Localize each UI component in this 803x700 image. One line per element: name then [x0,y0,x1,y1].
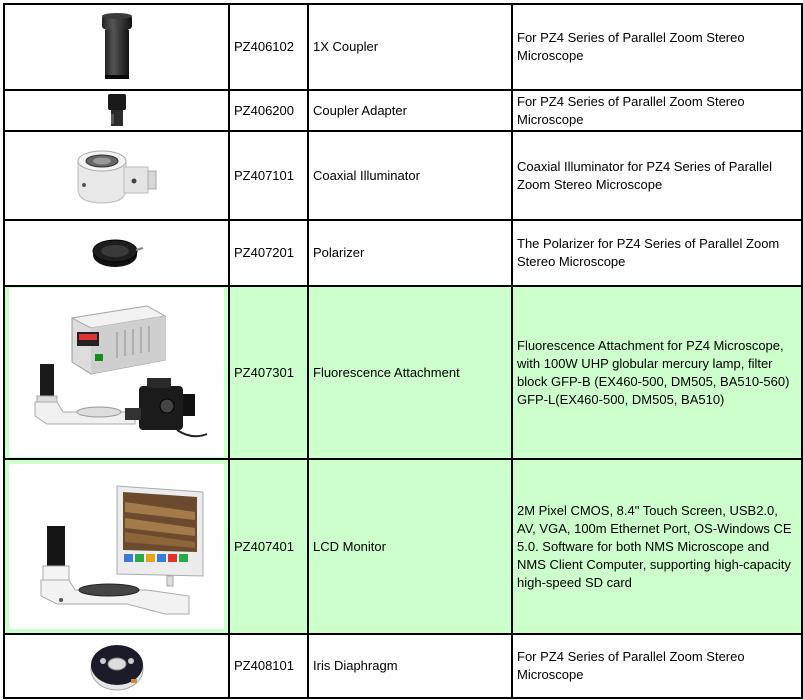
product-description: 2M Pixel CMOS, 8.4" Touch Screen, USB2.0, AV, VGA, 100m Ethernet Port, OS-Windows CE 5.0. Software for both NMS Microscope and NMS Client Computer, supporting high-capacity high-speed SD card [512,459,802,634]
product-description: The Polarizer for PZ4 Series of Parallel Zoom Stereo Microscope [512,220,802,286]
product-code: PZ407301 [229,286,308,459]
product-description: For PZ4 Series of Parallel Zoom Stereo Microscope [512,4,802,90]
fluorescence-attachment-photo [17,298,217,448]
product-image-cell [4,634,229,698]
product-code: PZ407201 [229,220,308,286]
product-code: PZ408101 [229,634,308,698]
table-row [4,459,802,634]
table-row [4,4,802,90]
product-image-cell [4,459,229,634]
product-name: Iris Diaphragm [308,634,512,698]
product-name: Coupler Adapter [308,90,512,131]
product-code: PZ406200 [229,90,308,131]
coupler-adapter-photo [105,92,129,130]
product-description: Fluorescence Attachment for PZ4 Microscope, with 100W UHP globular mercury lamp, filter block GFP-B (EX460-500, DM505, BA510-560) GFP-L(EX460-500, DM505, BA510) [512,286,802,459]
product-description: For PZ4 Series of Parallel Zoom Stereo Microscope [512,634,802,698]
table-row [4,131,802,220]
product-image-cell [4,286,229,459]
product-name: LCD Monitor [308,459,512,634]
coupler-photo [92,11,142,83]
iris-diaphragm-photo [87,639,147,693]
product-code: PZ407401 [229,459,308,634]
product-name: Coaxial Illuminator [308,131,512,220]
product-image-cell [4,90,229,131]
table-row [4,90,802,131]
product-table [3,3,803,699]
lcd-monitor-photo [17,472,217,622]
product-image-cell [4,131,229,220]
product-image-cell [4,4,229,90]
product-name: Fluorescence Attachment [308,286,512,459]
product-code: PZ407101 [229,131,308,220]
product-image-cell [4,220,229,286]
product-description: Coaxial Illuminator for PZ4 Series of Parallel Zoom Stereo Microscope [512,131,802,220]
table-row [4,220,802,286]
polarizer-photo [89,236,145,270]
product-description: For PZ4 Series of Parallel Zoom Stereo Microscope [512,90,802,131]
table-row [4,286,802,459]
product-code: PZ406102 [229,4,308,90]
table-row [4,634,802,698]
coaxial-illuminator-photo [72,145,162,207]
product-name: Polarizer [308,220,512,286]
product-name: 1X Coupler [308,4,512,90]
